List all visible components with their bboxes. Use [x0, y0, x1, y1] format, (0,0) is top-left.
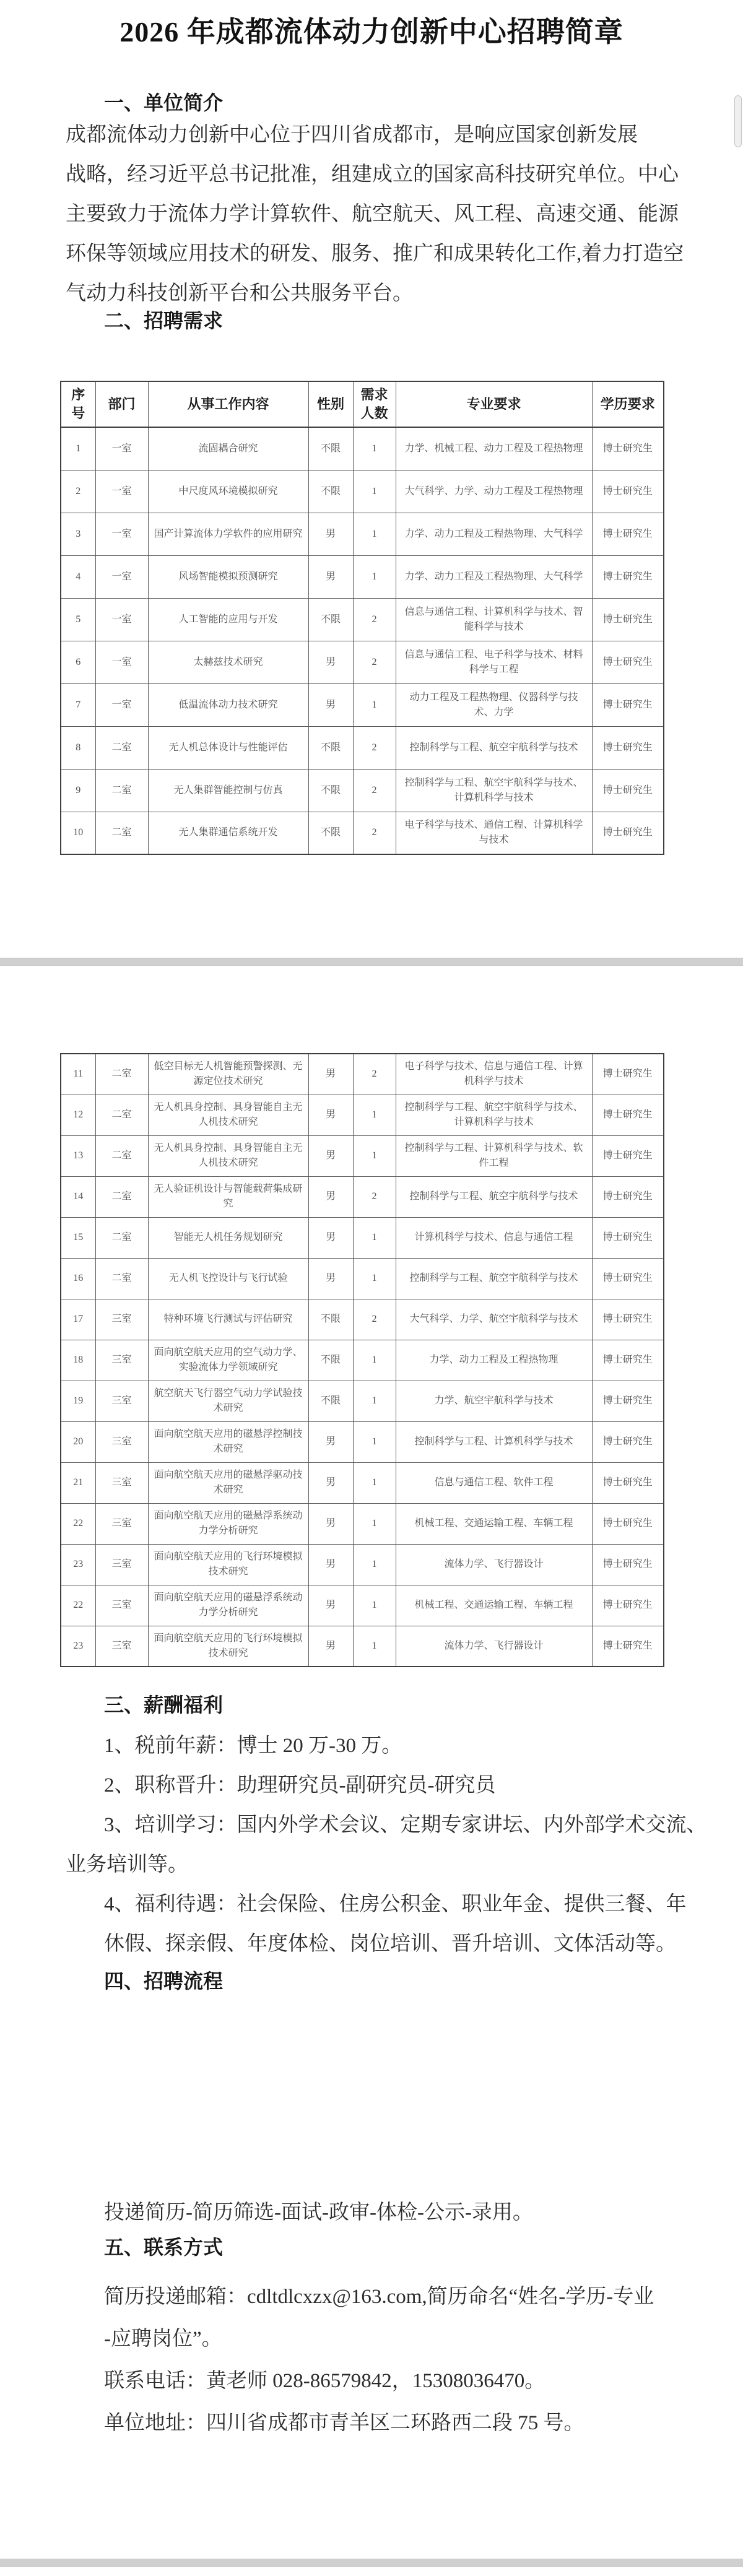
cell-major: 电子科学与技术、通信工程、计算机科学与技术: [396, 812, 592, 854]
section-4-heading: 四、招聘流程: [104, 1970, 224, 1992]
cell-major: 力学、机械工程、动力工程及工程热物理: [396, 427, 592, 470]
header-seq: 序号: [61, 381, 95, 427]
table-body-page1: [61, 427, 664, 854]
cell-major: 计算机科学与技术、信息与通信工程: [396, 1217, 592, 1258]
cell-dept: 二室: [95, 1217, 148, 1258]
cell-degree: 博士研究生: [592, 470, 664, 513]
cell-seq: 22: [61, 1585, 95, 1626]
cell-work: 低空目标无人机智能预警探测、无源定位技术研究: [148, 1054, 308, 1095]
cell-dept: 三室: [95, 1381, 148, 1421]
cell-gender: 男: [308, 1176, 353, 1217]
cell-degree: 博士研究生: [592, 1258, 664, 1299]
cell-gender: 男: [308, 1217, 353, 1258]
cell-major: 信息与通信工程、电子科学与技术、材料科学与工程: [396, 641, 592, 683]
cell-work: 低温流体动力技术研究: [148, 683, 308, 726]
benefit-line: 休假、探亲假、年度体检、岗位培训、晋升培训、文体活动等。: [104, 1933, 676, 1955]
cell-gender: 男: [308, 1421, 353, 1462]
cell-count: 2: [353, 641, 396, 683]
cell-degree: 博士研究生: [592, 555, 664, 598]
cell-seq: 6: [61, 641, 95, 683]
cell-dept: 三室: [95, 1421, 148, 1462]
table-row: [61, 555, 664, 598]
header-gender: 性别: [308, 381, 353, 427]
cell-gender: 男: [308, 1462, 353, 1503]
cell-seq: 14: [61, 1176, 95, 1217]
header-dept: 部门: [95, 381, 148, 427]
header-degree: 学历要求: [592, 381, 664, 427]
section-5-heading: 五、联系方式: [104, 2236, 224, 2258]
cell-major: 流体力学、飞行器设计: [396, 1544, 592, 1585]
header-major: 专业要求: [396, 381, 592, 427]
cell-work: 面向航空航天应用的磁悬浮系统动力学分析研究: [148, 1503, 308, 1544]
cell-major: 机械工程、交通运输工程、车辆工程: [396, 1585, 592, 1626]
table-row: [61, 1462, 664, 1503]
table-row: [61, 1176, 664, 1217]
cell-dept: 一室: [95, 683, 148, 726]
cell-degree: 博士研究生: [592, 1217, 664, 1258]
cell-work: 面向航空航天应用的磁悬浮系统动力学分析研究: [148, 1585, 308, 1626]
cell-work: 面向航空航天应用的飞行环境模拟技术研究: [148, 1626, 308, 1667]
table-header-row: [61, 381, 664, 427]
cell-degree: 博士研究生: [592, 1299, 664, 1340]
cell-count: 1: [353, 1217, 396, 1258]
cell-dept: 三室: [95, 1462, 148, 1503]
paragraph-line: 成都流体动力创新中心位于四川省成都市，是响应国家创新发展: [66, 124, 638, 146]
table-row: [61, 427, 664, 470]
intro-paragraph: [66, 115, 722, 313]
benefit-line: 业务培训等。: [66, 1854, 188, 1876]
cell-degree: 博士研究生: [592, 1054, 664, 1095]
cell-dept: 二室: [95, 1258, 148, 1299]
cell-major: 力学、航空宇航科学与技术: [396, 1381, 592, 1421]
table-row: [61, 1585, 664, 1626]
cell-degree: 博士研究生: [592, 1544, 664, 1585]
table-row: [61, 1503, 664, 1544]
cell-count: 1: [353, 1340, 396, 1381]
paragraph-line: 战略，经习近平总书记批准，组建成立的国家高科技研究单位。中心: [66, 163, 679, 186]
cell-count: 1: [353, 513, 396, 555]
cell-gender: 男: [308, 1258, 353, 1299]
cell-gender: 不限: [308, 769, 353, 812]
contact-list: [104, 2276, 729, 2444]
cell-gender: 男: [308, 1503, 353, 1544]
cell-gender: 不限: [308, 1299, 353, 1340]
cell-gender: 男: [308, 1544, 353, 1585]
cell-work: 无人机具身控制、具身智能自主无人机技术研究: [148, 1135, 308, 1176]
cell-seq: 17: [61, 1299, 95, 1340]
cell-work: 无人机总体设计与性能评估: [148, 726, 308, 769]
cell-dept: 二室: [95, 1135, 148, 1176]
cell-seq: 23: [61, 1544, 95, 1585]
cell-seq: 13: [61, 1135, 95, 1176]
cell-gender: 男: [308, 555, 353, 598]
cell-dept: 三室: [95, 1340, 148, 1381]
cell-dept: 二室: [95, 769, 148, 812]
cell-work: 无人集群智能控制与仿真: [148, 769, 308, 812]
cell-gender: 不限: [308, 1381, 353, 1421]
cell-seq: 23: [61, 1626, 95, 1667]
cell-count: 1: [353, 1626, 396, 1667]
cell-major: 电子科学与技术、信息与通信工程、计算机科学与技术: [396, 1054, 592, 1095]
cell-work: 流固耦合研究: [148, 427, 308, 470]
cell-dept: 一室: [95, 641, 148, 683]
cell-dept: 三室: [95, 1299, 148, 1340]
table-row: [61, 1381, 664, 1421]
cell-dept: 二室: [95, 1095, 148, 1135]
cell-degree: 博士研究生: [592, 1626, 664, 1667]
table-row: [61, 1421, 664, 1462]
cell-work: 无人机飞控设计与飞行试验: [148, 1258, 308, 1299]
benefit-line: 1、税前年薪：博士 20 万-30 万。: [104, 1735, 402, 1757]
cell-major: 控制科学与工程、计算机科学与技术、软件工程: [396, 1135, 592, 1176]
cell-degree: 博士研究生: [592, 726, 664, 769]
cell-work: 面向航空航天应用的磁悬浮控制技术研究: [148, 1421, 308, 1462]
cell-work: 太赫兹技术研究: [148, 641, 308, 683]
cell-work: 国产计算流体力学软件的应用研究: [148, 513, 308, 555]
cell-work: 无人集群通信系统开发: [148, 812, 308, 854]
cell-gender: 男: [308, 513, 353, 555]
cell-degree: 博士研究生: [592, 1135, 664, 1176]
cell-gender: 男: [308, 683, 353, 726]
cell-count: 2: [353, 726, 396, 769]
cell-major: 信息与通信工程、计算机科学与技术、智能科学与技术: [396, 598, 592, 641]
cell-count: 1: [353, 427, 396, 470]
cell-count: 1: [353, 470, 396, 513]
cell-dept: 一室: [95, 470, 148, 513]
cell-major: 大气科学、力学、动力工程及工程热物理: [396, 470, 592, 513]
cell-major: 控制科学与工程、航空宇航科学与技术、计算机科学与技术: [396, 769, 592, 812]
cell-count: 1: [353, 1462, 396, 1503]
cell-count: 1: [353, 1258, 396, 1299]
cell-gender: 男: [308, 641, 353, 683]
table-row: [61, 598, 664, 641]
cell-seq: 11: [61, 1054, 95, 1095]
cell-gender: 男: [308, 1095, 353, 1135]
paragraph-line: 气动力科技创新平台和公共服务平台。: [66, 282, 413, 305]
cell-count: 1: [353, 1135, 396, 1176]
cell-count: 2: [353, 812, 396, 854]
benefit-line: 3、培训学习：国内外学术会议、定期专家讲坛、内外部学术交流、: [104, 1814, 707, 1836]
cell-seq: 7: [61, 683, 95, 726]
cell-seq: 9: [61, 769, 95, 812]
cell-gender: 不限: [308, 1340, 353, 1381]
cell-gender: 不限: [308, 427, 353, 470]
cell-major: 动力工程及工程热物理、仪器科学与技术、力学: [396, 683, 592, 726]
cell-dept: 一室: [95, 427, 148, 470]
cell-count: 2: [353, 1176, 396, 1217]
cell-dept: 二室: [95, 812, 148, 854]
cell-gender: 不限: [308, 470, 353, 513]
cell-gender: 不限: [308, 726, 353, 769]
cell-work: 航空航天飞行器空气动力学试验技术研究: [148, 1381, 308, 1421]
paragraph-line: 环保等领域应用技术的研发、服务、推广和成果转化工作,着力打造空: [66, 243, 684, 265]
cell-gender: 男: [308, 1054, 353, 1095]
table-row: [61, 769, 664, 812]
cell-seq: 10: [61, 812, 95, 854]
table-row: [61, 1340, 664, 1381]
cell-major: 控制科学与工程、航空宇航科学与技术: [396, 726, 592, 769]
cell-seq: 12: [61, 1095, 95, 1135]
cell-work: 面向航空航天应用的飞行环境模拟技术研究: [148, 1544, 308, 1585]
cell-gender: 不限: [308, 812, 353, 854]
cell-degree: 博士研究生: [592, 598, 664, 641]
cell-count: 1: [353, 683, 396, 726]
benefits-list: [66, 1726, 734, 1964]
cell-major: 机械工程、交通运输工程、车辆工程: [396, 1503, 592, 1544]
cell-work: 无人验证机设计与智能载荷集成研究: [148, 1176, 308, 1217]
scrollbar-thumb[interactable]: [734, 95, 742, 147]
cell-work: 人工智能的应用与开发: [148, 598, 308, 641]
cell-count: 2: [353, 769, 396, 812]
benefit-line: 4、福利待遇：社会保险、住房公积金、职业年金、提供三餐、年: [104, 1893, 687, 1915]
cell-count: 2: [353, 1054, 396, 1095]
cell-seq: 2: [61, 470, 95, 513]
cell-count: 1: [353, 1095, 396, 1135]
cell-count: 1: [353, 1381, 396, 1421]
cell-seq: 16: [61, 1258, 95, 1299]
cell-gender: 男: [308, 1135, 353, 1176]
page-separator: [0, 958, 743, 966]
benefit-line: 2、职称晋升：助理研究员-副研究员-研究员: [104, 1774, 496, 1797]
cell-dept: 二室: [95, 726, 148, 769]
table-row: [61, 1054, 664, 1095]
cell-degree: 博士研究生: [592, 1421, 664, 1462]
cell-degree: 博士研究生: [592, 1340, 664, 1381]
cell-dept: 二室: [95, 1176, 148, 1217]
cell-count: 2: [353, 598, 396, 641]
contact-line: 简历投递邮箱：cdltdlcxzx@163.com,简历命名“姓名-学历-专业: [104, 2286, 654, 2308]
cell-major: 力学、动力工程及工程热物理、大气科学: [396, 555, 592, 598]
cell-degree: 博士研究生: [592, 513, 664, 555]
cell-count: 1: [353, 1421, 396, 1462]
cell-degree: 博士研究生: [592, 641, 664, 683]
cell-seq: 1: [61, 427, 95, 470]
cell-count: 1: [353, 555, 396, 598]
cell-dept: 二室: [95, 1054, 148, 1095]
cell-degree: 博士研究生: [592, 1095, 664, 1135]
cell-major: 大气科学、力学、航空宇航科学与技术: [396, 1299, 592, 1340]
table-row: [61, 641, 664, 683]
cell-count: 2: [353, 1299, 396, 1340]
cell-dept: 一室: [95, 598, 148, 641]
cell-seq: 22: [61, 1503, 95, 1544]
cell-gender: 男: [308, 1626, 353, 1667]
cell-degree: 博士研究生: [592, 1176, 664, 1217]
table-row: [61, 1095, 664, 1135]
recruitment-table-page2: [60, 1053, 664, 1667]
cell-major: 流体力学、飞行器设计: [396, 1626, 592, 1667]
table-row: [61, 1544, 664, 1585]
section-3-heading: 三、薪酬福利: [104, 1694, 224, 1716]
cell-major: 信息与通信工程、软件工程: [396, 1462, 592, 1503]
cell-major: 力学、动力工程及工程热物理: [396, 1340, 592, 1381]
cell-gender: 男: [308, 1585, 353, 1626]
cell-degree: 博士研究生: [592, 1585, 664, 1626]
cell-seq: 3: [61, 513, 95, 555]
cell-dept: 三室: [95, 1503, 148, 1544]
cell-work: 特种环境飞行测试与评估研究: [148, 1299, 308, 1340]
cell-degree: 博士研究生: [592, 769, 664, 812]
recruitment-table-page1: [60, 381, 664, 855]
cell-work: 智能无人机任务规划研究: [148, 1217, 308, 1258]
cell-degree: 博士研究生: [592, 427, 664, 470]
table-row: [61, 470, 664, 513]
table-row: [61, 1626, 664, 1667]
cell-seq: 15: [61, 1217, 95, 1258]
cell-dept: 三室: [95, 1626, 148, 1667]
cell-seq: 19: [61, 1381, 95, 1421]
contact-line: 单位地址：四川省成都市青羊区二环路西二段 75 号。: [104, 2412, 584, 2434]
cell-count: 1: [353, 1585, 396, 1626]
section-1-heading: 一、单位简介: [104, 92, 224, 114]
cell-major: 控制科学与工程、航空宇航科学与技术、计算机科学与技术: [396, 1095, 592, 1135]
cell-gender: 不限: [308, 598, 353, 641]
cell-degree: 博士研究生: [592, 1381, 664, 1421]
table-row: [61, 812, 664, 854]
table-row: [61, 726, 664, 769]
page-title: 2026 年成都流体动力创新中心招聘简章: [119, 16, 624, 48]
cell-dept: 一室: [95, 513, 148, 555]
cell-seq: 20: [61, 1421, 95, 1462]
cell-major: 控制科学与工程、计算机科学与技术: [396, 1421, 592, 1462]
table-row: [61, 1258, 664, 1299]
cell-seq: 4: [61, 555, 95, 598]
cell-work: 面向航空航天应用的磁悬浮驱动技术研究: [148, 1462, 308, 1503]
cell-major: 力学、动力工程及工程热物理、大气科学: [396, 513, 592, 555]
page-separator-bottom: [0, 2559, 743, 2567]
contact-line: 联系电话：黄老师 028-86579842，15308036470。: [104, 2370, 545, 2392]
paragraph-line: 主要致力于流体力学计算软件、航空航天、风工程、高速交通、能源: [66, 203, 679, 225]
table-row: [61, 1217, 664, 1258]
cell-major: 控制科学与工程、航空宇航科学与技术: [396, 1176, 592, 1217]
cell-work: 无人机具身控制、具身智能自主无人机技术研究: [148, 1095, 308, 1135]
table-body-page2: [61, 1054, 664, 1667]
cell-major: 控制科学与工程、航空宇航科学与技术: [396, 1258, 592, 1299]
header-work: 从事工作内容: [148, 381, 308, 427]
cell-seq: 18: [61, 1340, 95, 1381]
cell-count: 1: [353, 1503, 396, 1544]
contact-line: -应聘岗位”。: [104, 2328, 222, 2350]
cell-degree: 博士研究生: [592, 812, 664, 854]
cell-degree: 博士研究生: [592, 1503, 664, 1544]
cell-dept: 三室: [95, 1585, 148, 1626]
cell-count: 1: [353, 1544, 396, 1585]
cell-seq: 21: [61, 1462, 95, 1503]
cell-seq: 8: [61, 726, 95, 769]
cell-work: 面向航空航天应用的空气动力学、实验流体力学领域研究: [148, 1340, 308, 1381]
cell-degree: 博士研究生: [592, 1462, 664, 1503]
cell-work: 风场智能模拟预测研究: [148, 555, 308, 598]
cell-seq: 5: [61, 598, 95, 641]
cell-degree: 博士研究生: [592, 683, 664, 726]
section-2-heading: 二、招聘需求: [104, 310, 224, 332]
recruit-flow-line: 投递简历-简历筛选-面试-政审-体检-公示-录用。: [104, 2201, 533, 2224]
cell-dept: 一室: [95, 555, 148, 598]
table-row: [61, 683, 664, 726]
cell-dept: 三室: [95, 1544, 148, 1585]
table-row: [61, 1135, 664, 1176]
cell-work: 中尺度风环境模拟研究: [148, 470, 308, 513]
table-row: [61, 1299, 664, 1340]
table-row: [61, 513, 664, 555]
header-count: 需求人数: [353, 381, 396, 427]
